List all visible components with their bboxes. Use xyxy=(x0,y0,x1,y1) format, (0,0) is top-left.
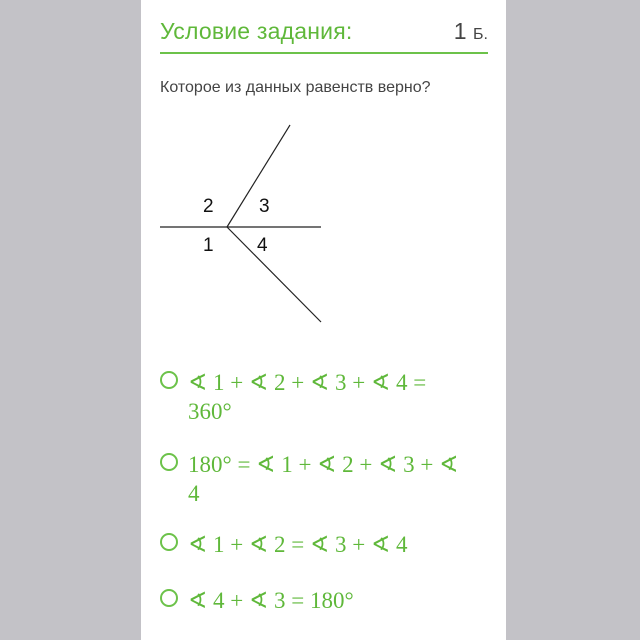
radio-button[interactable] xyxy=(160,453,178,471)
answer-text: 180° = ∢ 1 + ∢ 2 + ∢ 3 + ∢ 4 xyxy=(188,452,459,506)
angle-label-1: 1 xyxy=(203,235,214,256)
angle-label-4: 4 xyxy=(257,235,268,256)
answer-option-4[interactable] xyxy=(160,586,480,615)
question-text: Которое из данных равенств верно? xyxy=(160,79,431,96)
radio-button[interactable] xyxy=(160,589,178,607)
answer-option-1[interactable] xyxy=(160,368,480,426)
angle-label-3: 3 xyxy=(259,196,270,217)
answer-option-2[interactable] xyxy=(160,450,480,508)
answer-text: ∢ 1 + ∢ 2 = ∢ 3 + ∢ 4 xyxy=(188,532,408,557)
points-unit: Б. xyxy=(473,26,488,43)
points-badge xyxy=(454,18,488,45)
lower-ray xyxy=(227,227,321,322)
task-title: Условие задания: xyxy=(160,18,353,44)
radio-button[interactable] xyxy=(160,371,178,389)
answer-option-3[interactable] xyxy=(160,530,480,559)
answer-text: ∢ 1 + ∢ 2 + ∢ 3 + ∢ 4 = 360° xyxy=(188,370,427,424)
angles-figure xyxy=(160,120,340,330)
task-card xyxy=(141,0,506,640)
angle-label-2: 2 xyxy=(203,196,214,217)
answer-text: ∢ 4 + ∢ 3 = 180° xyxy=(188,588,354,613)
task-header xyxy=(160,14,488,54)
radio-button[interactable] xyxy=(160,533,178,551)
points-value: 1 xyxy=(453,18,467,44)
